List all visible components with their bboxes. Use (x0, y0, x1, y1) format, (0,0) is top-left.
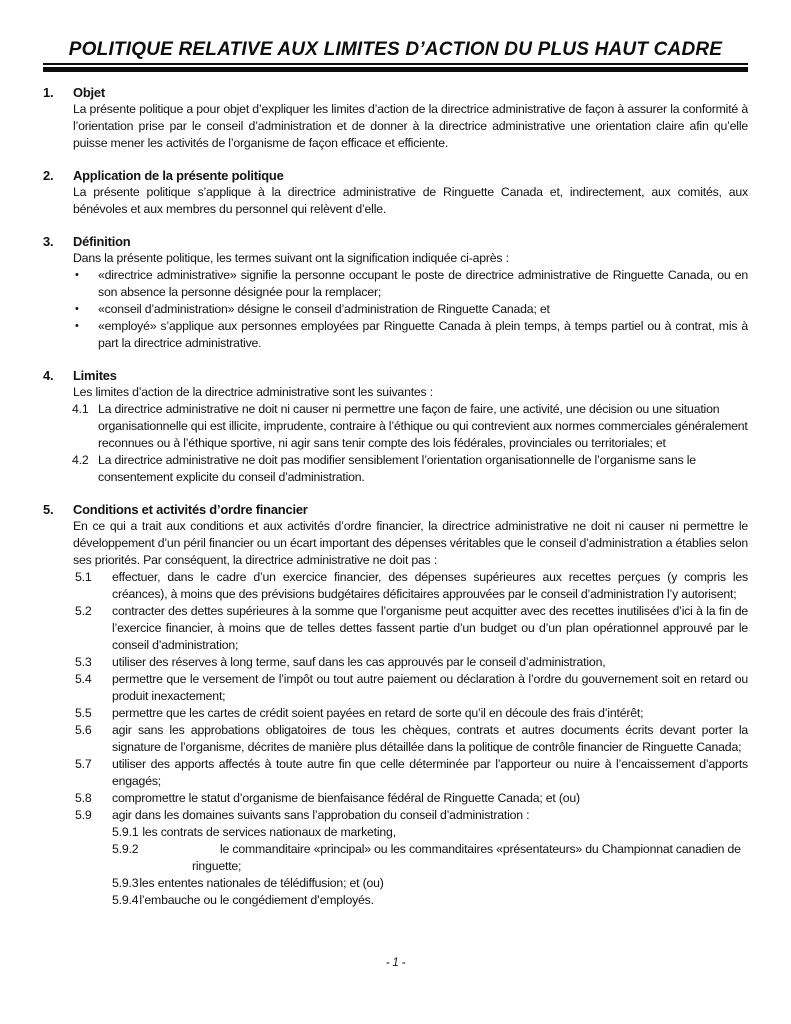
subitem-number: 5.5 (75, 706, 92, 720)
section-title: Application de la présente politique (73, 168, 284, 183)
section-heading (43, 84, 748, 101)
bullet-item (72, 318, 748, 352)
subitem-number: 4.1 (72, 402, 89, 416)
bullet-icon: • (75, 269, 79, 281)
bullet-item (72, 267, 748, 301)
subitem-text: utiliser des réserves à long terme, sauf dans les cas approuvés par le conseil d’administration, (112, 655, 606, 669)
section-conditions-financier (43, 501, 748, 909)
bullet-text: «employé» s’applique aux personnes employées par Ringuette Canada à plein temps, à temps partiel ou à contrat, mis à part la directrice administrative. (98, 319, 748, 350)
bullet-icon: • (75, 320, 79, 332)
subitem-number: 5.9 (75, 808, 92, 822)
section-heading (43, 501, 748, 518)
paragraph: La présente politique s’applique à la directrice administrative de Ringuette Canada et, indirectement, aux comités, aux bénévoles et aux membres du personnel qui relèvent d’elle. (73, 185, 748, 216)
paragraph: En ce qui a trait aux conditions et aux activités d’ordre financier, la directrice administrative ne doit ni causer ni permettre le développement d’un péril financier ou un écart important des dépenses véritables que le conseil d’administration a établies selon ses priorités. Par conséquent, la directrice administrative ne doit pas : (73, 519, 748, 567)
subitem-4-2 (72, 452, 748, 486)
section-heading (43, 233, 748, 250)
subsubitem-number: 5.9.2 (112, 842, 139, 856)
bullet-text: «conseil d’administration» désigne le conseil d’administration de Ringuette Canada; et (98, 302, 550, 316)
bullet-icon: • (75, 303, 79, 315)
subitem-5-1 (75, 569, 748, 603)
section-heading (43, 167, 748, 184)
paragraph: Dans la présente politique, les termes suivant ont la signification indiquée ci-après : (73, 251, 509, 265)
section-number: 4. (43, 368, 54, 383)
section-title: Définition (73, 234, 131, 249)
subitem-5-3 (75, 654, 748, 671)
subitem-5-9 (75, 807, 748, 824)
page-number: - 1 - (385, 957, 406, 969)
subitem-number: 5.6 (75, 723, 92, 737)
subitem-text: La directrice administrative ne doit pas modifier sensiblement l’orientation organisationnelle de l’organisme sans le consentement explicite du conseil d’administration. (98, 453, 696, 484)
subitem-5-4 (75, 671, 748, 705)
subsubitem-text: les ententes nationales de télédiffusion; et (ou) (139, 876, 384, 890)
subsubitem-number: 5.9.1 (112, 825, 139, 839)
section-number: 5. (43, 502, 54, 517)
subitem-number: 5.3 (75, 655, 92, 669)
subitem-text: permettre que le versement de l’impôt ou tout autre paiement ou déclaration à l’ordre du gouvernement soit en retard ou produit inexactement; (112, 672, 748, 703)
subitem-5-2 (75, 603, 748, 654)
section-number: 3. (43, 234, 54, 249)
subsubitem-5-9-3 (112, 875, 748, 892)
subitem-number: 4.2 (72, 453, 89, 467)
subitem-5-6 (75, 722, 748, 756)
subsubitem-text: les contrats de services nationaux de marketing, (142, 825, 396, 839)
subsubitem-5-9-1 (112, 824, 748, 841)
bullet-text: «directrice administrative» signifie la personne occupant le poste de directrice administrative de Ringuette Canada, ou en son absence la personne désignée pour la remplacer; (98, 268, 748, 299)
subitem-text: compromettre le statut d’organisme de bienfaisance fédéral de Ringuette Canada; et (ou) (112, 791, 580, 805)
subitem-number: 5.4 (75, 672, 92, 686)
bullet-item (72, 301, 748, 318)
subsubitem-number: 5.9.4 (112, 893, 139, 907)
subsubitem-text: l’embauche ou le congédiement d’employés. (139, 893, 374, 907)
title-block (43, 38, 748, 65)
section-number: 1. (43, 85, 54, 100)
document-title: POLITIQUE RELATIVE AUX LIMITES D’ACTION DU PLUS HAUT CADRE (68, 39, 723, 60)
subitem-text: contracter des dettes supérieures à la somme que l’organisme peut acquitter avec des recettes inutilisées d’ici à la fin de l’exercice financier, à moins que de telles dettes fassent partie d’un budget ou d’un plan opérationnel approuvé par le conseil d’administration; (112, 604, 748, 652)
subitem-text: agir dans les domaines suivants sans l’approbation du conseil d’administration : (112, 808, 530, 822)
subitem-number: 5.2 (75, 604, 92, 618)
subitem-5-8 (75, 790, 748, 807)
section-heading (43, 367, 748, 384)
subitem-text: La directrice administrative ne doit ni causer ni permettre une façon de faire, une activité, une décision ou une situation organisationnelle qui est illicite, imprudente, contraire à l’éthique ou qui contrevient aux normes commerciales généralement reconnues ou à l’éthique sportive, ni agir sans tenir compte des lois fédérales, provinciales ou territoriales; et (98, 402, 748, 450)
section-objet (43, 84, 748, 152)
subitem-number: 5.8 (75, 791, 92, 805)
subsubitem-5-9-4 (112, 892, 748, 909)
subitem-4-1 (72, 401, 748, 452)
subitem-text: permettre que les cartes de crédit soient payées en retard de sorte qu’il en découle des frais d’intérêt; (112, 706, 644, 720)
title-rule (43, 67, 748, 72)
subsubitem-number: 5.9.3 (112, 876, 139, 890)
subitem-5-5 (75, 705, 748, 722)
section-title: Objet (73, 85, 105, 100)
subsubitem-5-9-2 (112, 841, 748, 875)
subitem-5-7 (75, 756, 748, 790)
section-number: 2. (43, 168, 54, 183)
document-body (43, 84, 748, 909)
section-title: Conditions et activités d’ordre financier (73, 502, 308, 517)
section-definition (43, 233, 748, 352)
subitem-number: 5.7 (75, 757, 92, 771)
paragraph: La présente politique a pour objet d’expliquer les limites d’action de la directrice administrative de façon à assurer la conformité à l’orientation prise par le conseil d’administration et de donner à la directrice administrative une orientation claire afin qu’elle puisse mener les activités de l’organisme de façon efficace et efficiente. (73, 102, 748, 150)
section-title: Limites (73, 368, 117, 383)
subsubitem-text: le commanditaire «principal» ou les commanditaires «présentateurs» du Championnat canadien de ringuette; (192, 842, 741, 873)
subitem-text: effectuer, dans le cadre d’un exercice financier, des dépenses supérieures aux recettes perçues (y compris les créances), à moins que des prévisions budgétaires déficitaires approuvées par le conseil d’administration l’y autorisent; (112, 570, 748, 601)
subitem-text: utiliser des apports affectés à toute autre fin que celle déterminée par l’apporteur ou nuire à l’encaissement d’apports engagés; (112, 757, 748, 788)
subitem-number: 5.1 (75, 570, 92, 584)
paragraph: Les limites d’action de la directrice administrative sont les suivantes : (73, 385, 433, 399)
section-limites (43, 367, 748, 486)
section-application (43, 167, 748, 218)
subitem-text: agir sans les approbations obligatoires de tous les chèques, contrats et autres documents écrits devant porter la signature de l’organisme, décrites de manière plus détaillée dans la politique de contrôle financier de Ringuette Canada; (112, 723, 748, 754)
